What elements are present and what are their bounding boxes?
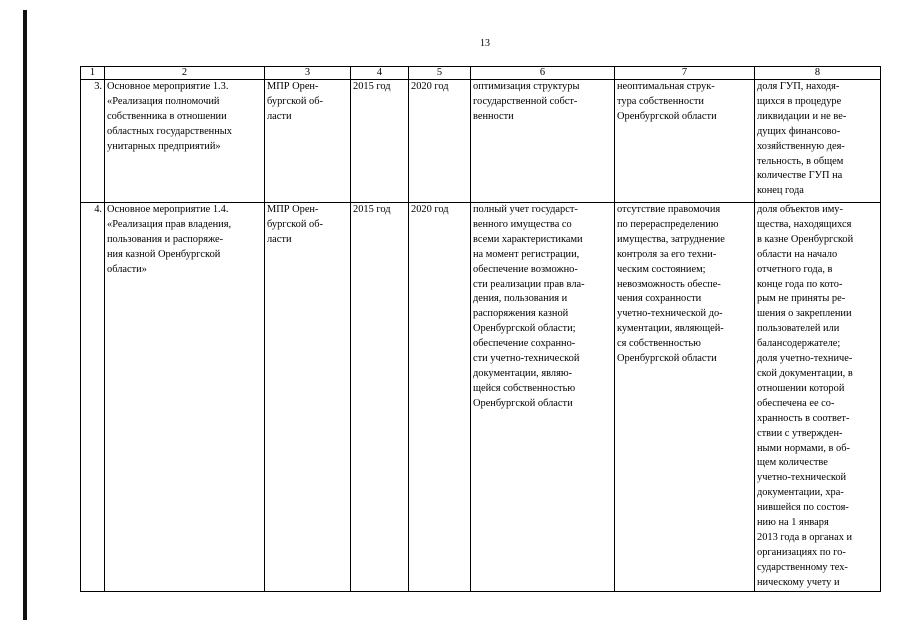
non-implementation-consequences: неоптимальная струк- тура собственности Оренбургской области <box>615 80 755 203</box>
table-row <box>81 80 881 203</box>
event-name: Основное мероприятие 1.4. «Реализация прав владения, пользования и распоряже- ния казной Оренбургской области» <box>105 203 265 592</box>
expected-result: оптимизация структуры государственной собст- венности <box>471 80 615 203</box>
header-cell-1: 1 <box>81 67 105 80</box>
header-cell-5: 5 <box>409 67 471 80</box>
program-events-table <box>80 66 881 592</box>
table-row <box>81 203 881 592</box>
expected-result: полный учет государст- венного имущества со всеми характеристиками на момент регистрации, обеспечение возможно- сти реализации прав вла- дения, пользования и распоряжения казной Оренбургской области; обеспечение сохранно- сти учетно-технической документации, являю- щейся собственностью Оренбургской области <box>471 203 615 592</box>
related-indicator: доля объектов иму- щества, находящихся в казне Оренбургской области на начало отчетного года, в конце года по кото- рым не приняты ре- шения о закреплении пользователей или балансодержателе; доля учетно-техниче- ской документации, в отношении которой обеспечена ее со- хранность в соответ- ствии с утвержден- ными нормами, в об- щем количестве учетно-технической документации, хра- нившейся по состоя- нию на 1 января 2013 года в органах и организациях по го- сударственному тех- ническому учету и <box>755 203 881 592</box>
page-number: 13 <box>480 38 490 49</box>
end-year: 2020 год <box>409 203 471 592</box>
end-year: 2020 год <box>409 80 471 203</box>
header-cell-3: 3 <box>265 67 351 80</box>
event-name: Основное мероприятие 1.3. «Реализация полномочий собственника в отношении областных государственных унитарных предприятий» <box>105 80 265 203</box>
header-cell-6: 6 <box>471 67 615 80</box>
executor: МПР Орен- бургской об- ласти <box>265 203 351 592</box>
header-cell-8: 8 <box>755 67 881 80</box>
left-margin <box>0 0 5 640</box>
executor: МПР Орен- бургской об- ласти <box>265 80 351 203</box>
scan-binding-edge <box>23 10 27 620</box>
related-indicator: доля ГУП, находя- щихся в процедуре ликвидации и не ве- дущих финансово- хозяйственную дея- тельность, в общем количестве ГУП на конец года <box>755 80 881 203</box>
header-cell-7: 7 <box>615 67 755 80</box>
start-year: 2015 год <box>351 80 409 203</box>
row-number: 3. <box>81 80 105 203</box>
non-implementation-consequences: отсутствие правомочия по перераспределению имущества, затруднение контроля за его техни- ческим состоянием; невозможность обеспе- чения сохранности учетно-технической до- кументации, являющей- ся собственностью Оренбургской области <box>615 203 755 592</box>
header-cell-2: 2 <box>105 67 265 80</box>
header-cell-4: 4 <box>351 67 409 80</box>
row-number: 4. <box>81 203 105 592</box>
table-header-row <box>81 67 881 80</box>
start-year: 2015 год <box>351 203 409 592</box>
